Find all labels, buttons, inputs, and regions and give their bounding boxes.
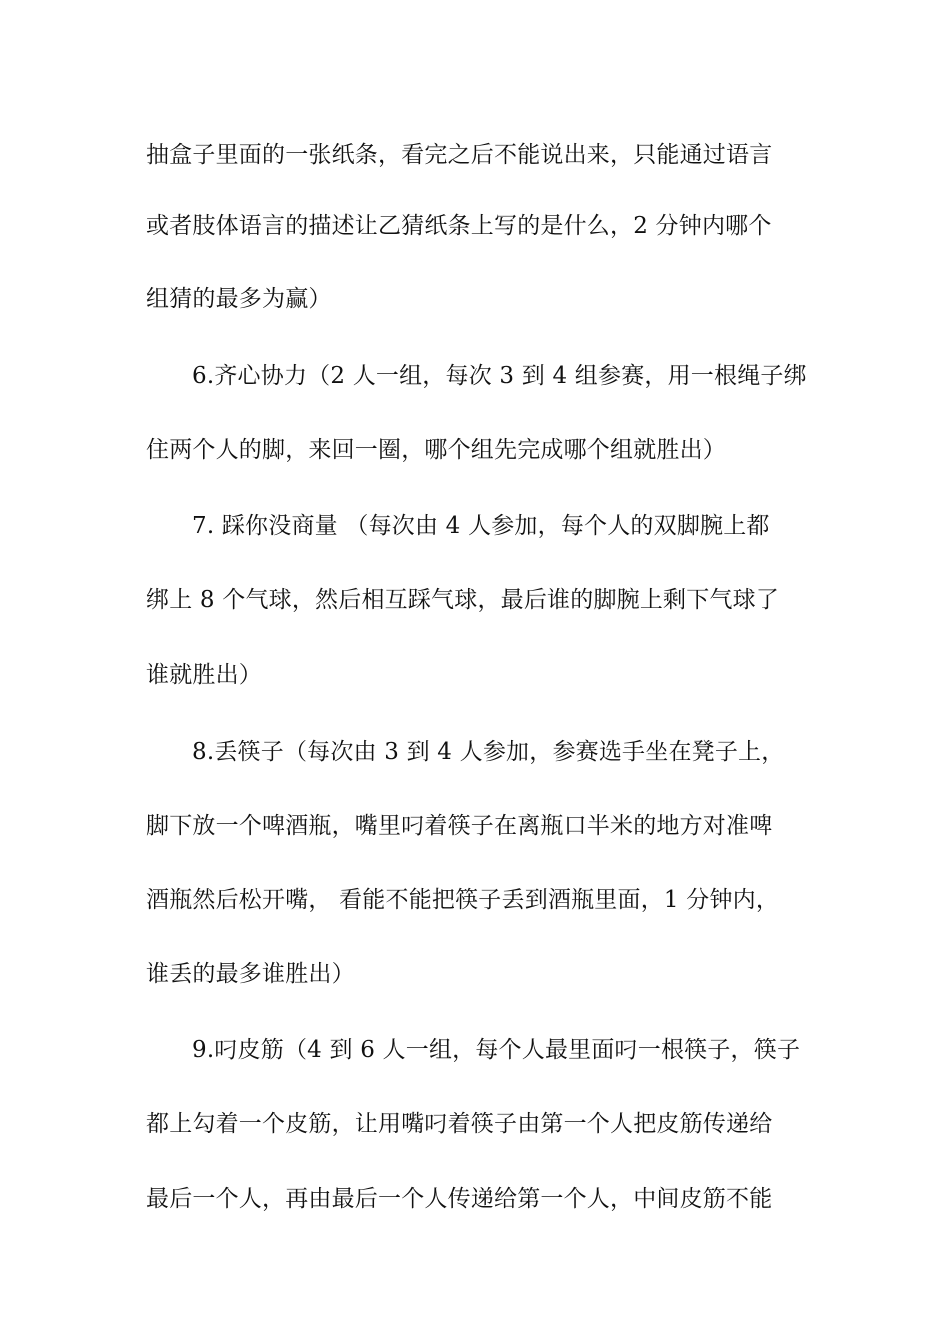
paragraph-line: 或者肢体语言的描述让乙猜纸条上写的是什么，2 分钟内哪个 — [146, 213, 772, 239]
paragraph-line: 都上勾着一个皮筋，让用嘴叼着筷子由第一个人把皮筋传递给 — [146, 1111, 773, 1137]
paragraph-line-item-7: 7. 踩你没商量 （每次由 4 人参加，每个人的双脚腕上都 — [192, 513, 770, 539]
paragraph-line: 最后一个人，再由最后一个人传递给第一个人，中间皮筋不能 — [146, 1186, 773, 1212]
paragraph-line: 抽盒子里面的一张纸条，看完之后不能说出来，只能通过语言 — [146, 142, 773, 168]
paragraph-line: 酒瓶然后松开嘴， 看能不能把筷子丢到酒瓶里面，1 分钟内， — [146, 887, 780, 913]
paragraph-line: 住两个人的脚，来回一圈，哪个组先完成哪个组就胜出） — [146, 437, 726, 463]
paragraph-line-item-6: 6.齐心协力（2 人一组，每次 3 到 4 组参赛，用一根绳子绑 — [192, 363, 807, 389]
paragraph-line: 谁丢的最多谁胜出） — [146, 961, 355, 987]
paragraph-line: 脚下放一个啤酒瓶，嘴里叼着筷子在离瓶口半米的地方对准啤 — [146, 813, 773, 839]
paragraph-line: 绑上 8 个气球，然后相互踩气球，最后谁的脚腕上剩下气球了 — [146, 587, 780, 613]
paragraph-line-item-8: 8.丢筷子（每次由 3 到 4 人参加，参赛选手坐在凳子上， — [192, 739, 785, 765]
paragraph-line: 组猜的最多为赢） — [146, 286, 332, 312]
paragraph-line-item-9: 9.叼皮筋（4 到 6 人一组，每个人最里面叼一根筷子，筷子 — [192, 1037, 801, 1063]
paragraph-line: 谁就胜出） — [146, 662, 262, 688]
